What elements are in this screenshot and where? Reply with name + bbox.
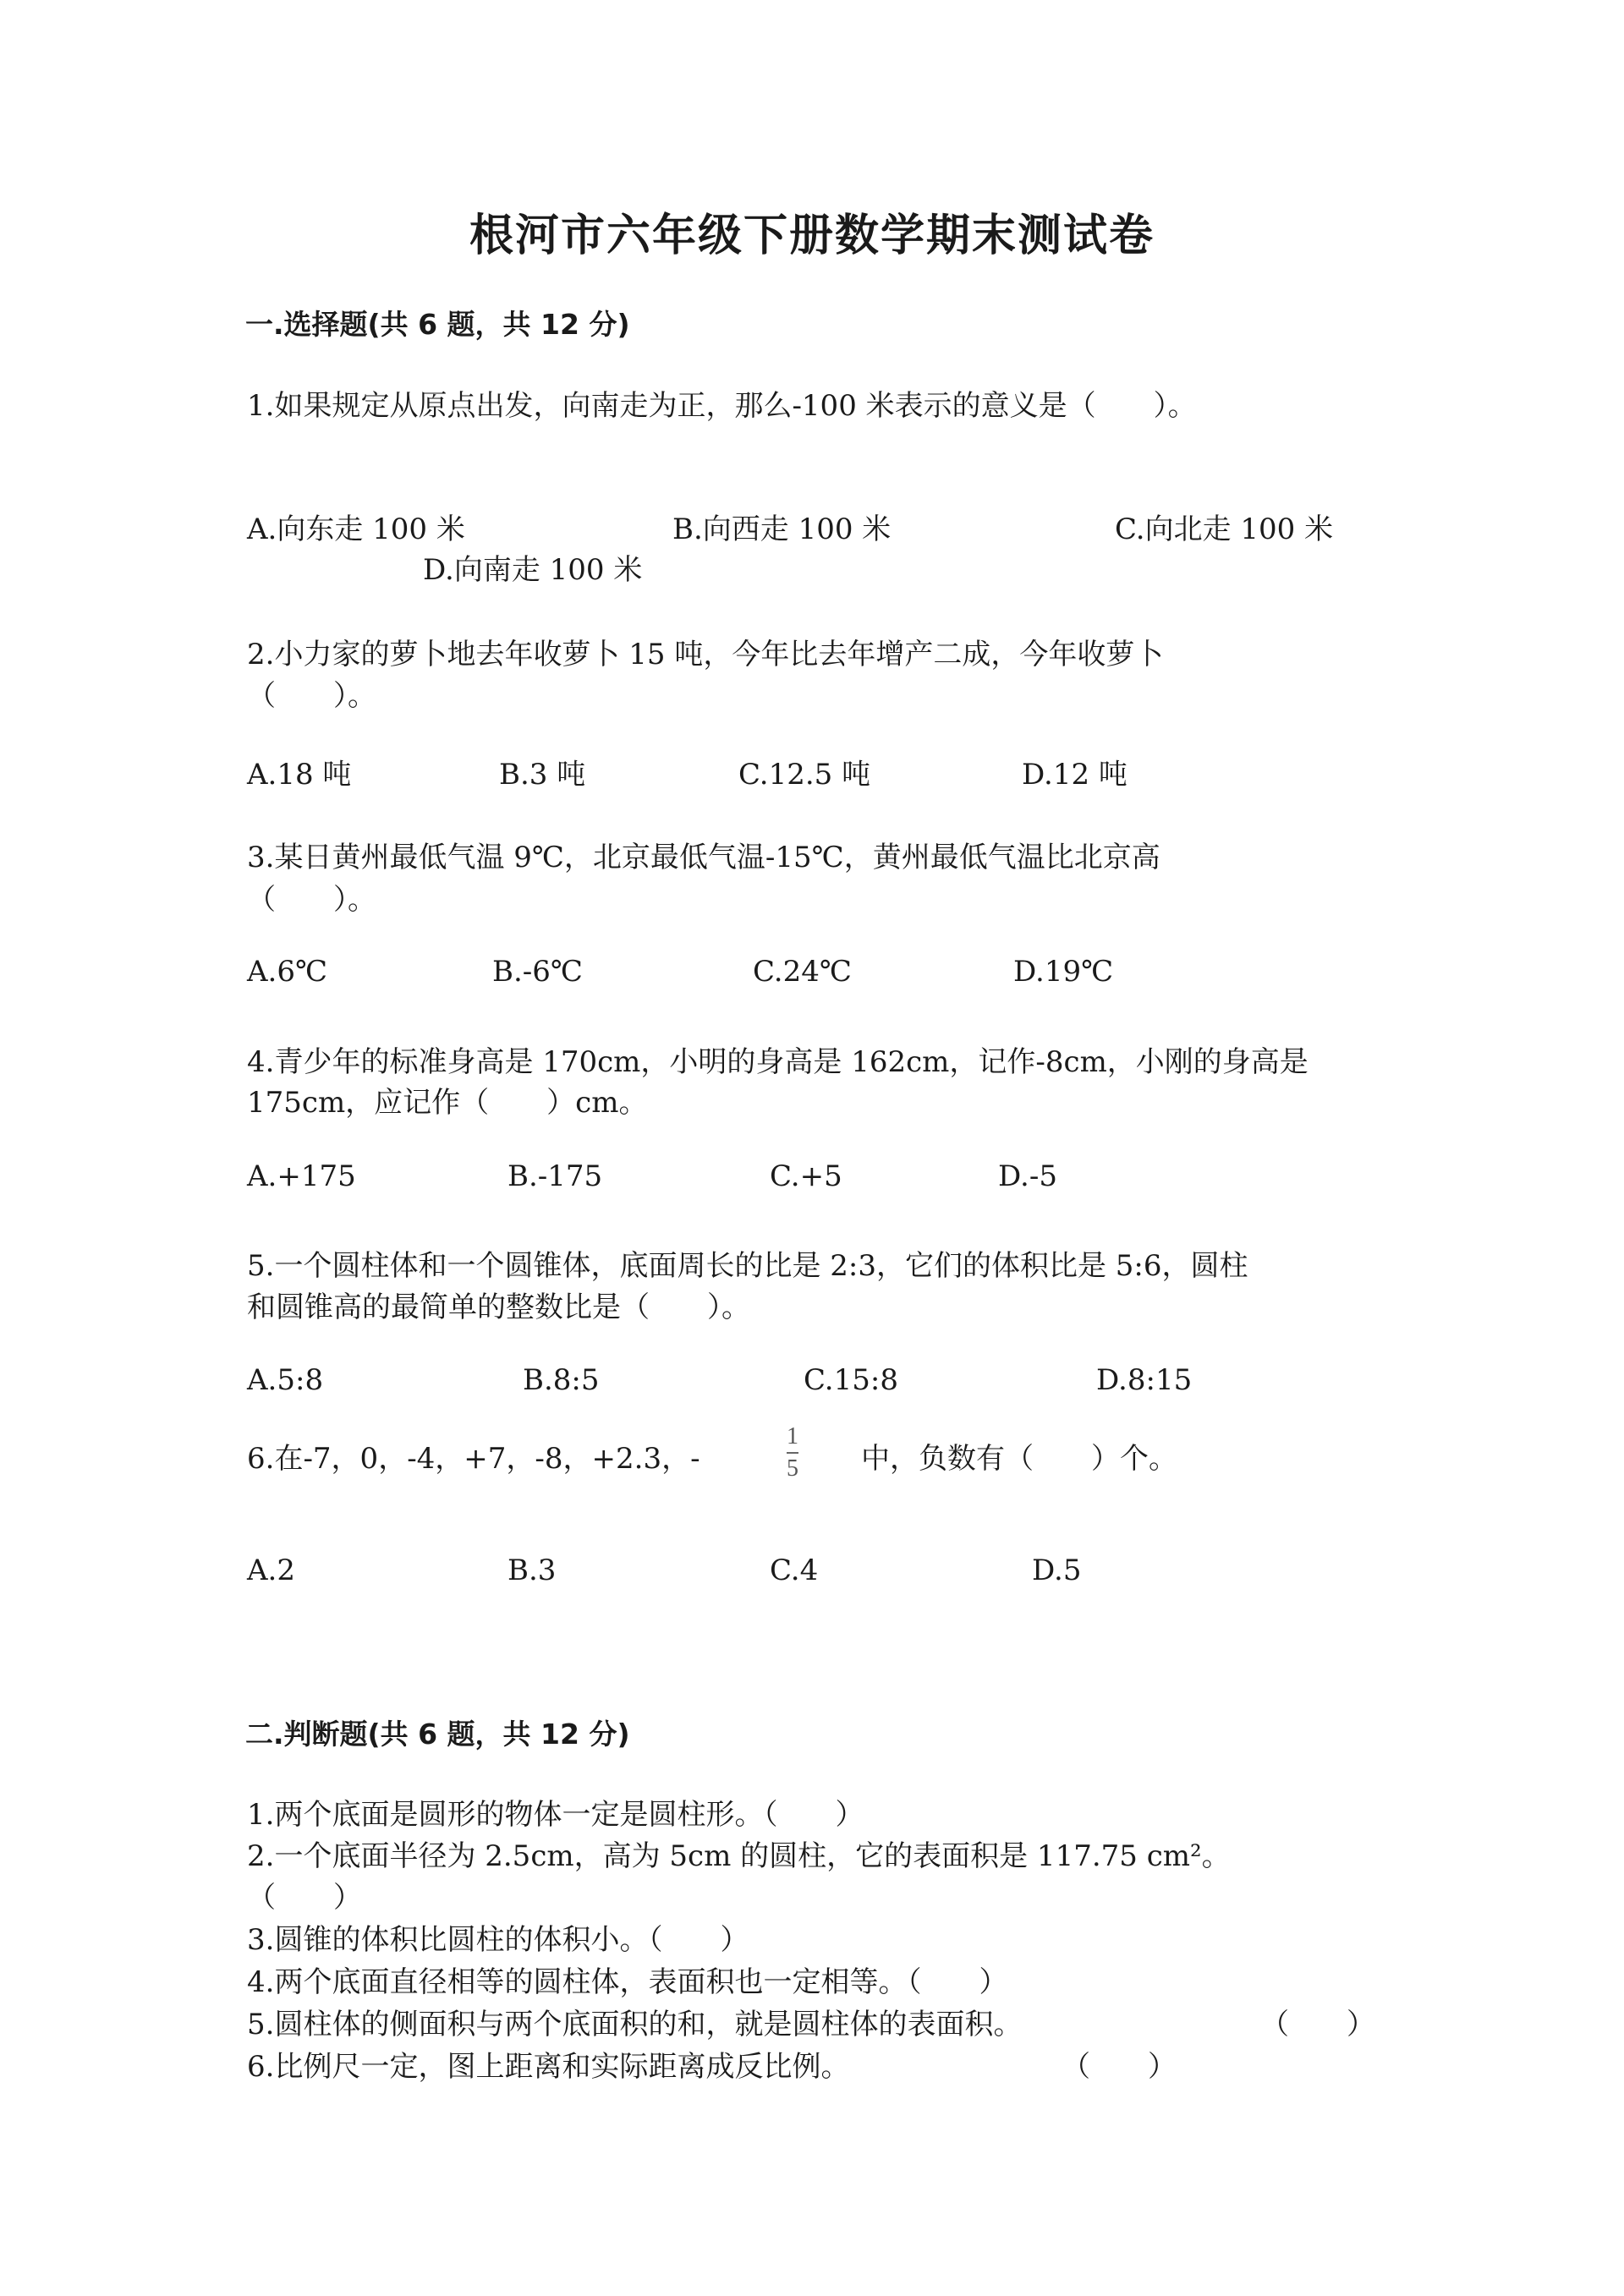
question-2-line2: （ ）。: [247, 679, 376, 713]
section-heading-choice: 一.选择题(共 6 题，共 12 分): [245, 308, 630, 341]
fraction-one-fifth: [787, 1425, 798, 1481]
judgement-5-bracket: （ ）: [1260, 2008, 1375, 2041]
question-1: 1.如果规定从原点出发，向南走为正，那么-100 米表示的意义是（ ）。: [247, 389, 1197, 423]
q6-option-c: C.4: [770, 1553, 819, 1587]
q6-option-a: A.2: [247, 1553, 295, 1587]
q1-option-d: D.向南走 100 米: [423, 553, 643, 587]
page-title: 根河市六年级下册数学期末测试卷: [469, 211, 1155, 261]
q2-option-b: B.3 吨: [499, 758, 586, 792]
q4-option-a: A.+175: [247, 1159, 356, 1193]
q3-option-d: D.19℃: [1013, 955, 1114, 989]
q3-option-b: B.-6℃: [492, 955, 583, 989]
q1-option-b: B.向西走 100 米: [672, 512, 892, 546]
q4-option-b: B.-175: [508, 1159, 603, 1193]
judgement-6: 6.比例尺一定，图上距离和实际距离成反比例。: [247, 2050, 850, 2084]
judgement-2: 2.一个底面半径为 2.5cm，高为 5cm 的圆柱，它的表面积是 117.75 cm²。: [247, 1839, 1231, 1873]
question-4: 4.青少年的标准身高是 170cm，小明的身高是 162cm，记作-8cm，小刚的身高是: [247, 1045, 1309, 1079]
judgement-4: 4.两个底面直径相等的圆柱体，表面积也一定相等。（ ）: [247, 1965, 1008, 1999]
q1-option-a: A.向东走 100 米: [247, 512, 465, 546]
q2-option-d: D.12 吨: [1022, 758, 1127, 792]
question-2: 2.小力家的萝卜地去年收萝卜 15 吨，今年比去年增产二成，今年收萝卜: [247, 638, 1164, 671]
question-3-line2: （ ）。: [247, 883, 376, 917]
judgement-1: 1.两个底面是圆形的物体一定是圆柱形。（ ）: [247, 1798, 864, 1832]
question-3: 3.某日黄州最低气温 9℃，北京最低气温-15℃，黄州最低气温比北京高: [247, 841, 1160, 874]
judgement-5: 5.圆柱体的侧面积与两个底面积的和，就是圆柱体的表面积。: [247, 2008, 1023, 2041]
judgement-6-bracket: （ ）: [1062, 2050, 1177, 2084]
section-heading-judgement: 二.判断题(共 6 题，共 12 分): [245, 1718, 630, 1751]
q5-option-c: C.15:8: [804, 1363, 898, 1397]
q6-option-d: D.5: [1032, 1553, 1082, 1587]
fraction-denominator: 5: [787, 1455, 798, 1482]
q2-option-c: C.12.5 吨: [738, 758, 871, 792]
fraction-bar: [787, 1452, 798, 1454]
question-6-tail: 中，负数有（ ）个。: [861, 1442, 1177, 1476]
question-4-line2: 175cm，应记作（ ）cm。: [247, 1086, 648, 1120]
q5-option-b: B.8:5: [523, 1363, 600, 1397]
q4-option-d: D.-5: [998, 1159, 1057, 1193]
q6-option-b: B.3: [508, 1553, 557, 1587]
question-6: 6.在-7，0，-4，+7，-8，+2.3，-: [247, 1442, 700, 1476]
q5-option-d: D.8:15: [1096, 1363, 1193, 1397]
question-5-line2: 和圆锥高的最简单的整数比是（ ）。: [247, 1290, 750, 1324]
judgement-3: 3.圆锥的体积比圆柱的体积小。（ ）: [247, 1923, 749, 1957]
q1-option-c: C.向北走 100 米: [1115, 512, 1334, 546]
question-5: 5.一个圆柱体和一个圆锥体，底面周长的比是 2:3，它们的体积比是 5:6，圆柱: [247, 1249, 1248, 1283]
fraction-numerator: 1: [787, 1423, 798, 1449]
q2-option-a: A.18 吨: [247, 758, 352, 792]
q4-option-c: C.+5: [770, 1159, 842, 1193]
judgement-2-bracket: （ ）: [247, 1881, 362, 1915]
q5-option-a: A.5:8: [247, 1363, 324, 1397]
q3-option-a: A.6℃: [247, 955, 328, 989]
q3-option-c: C.24℃: [753, 955, 852, 989]
